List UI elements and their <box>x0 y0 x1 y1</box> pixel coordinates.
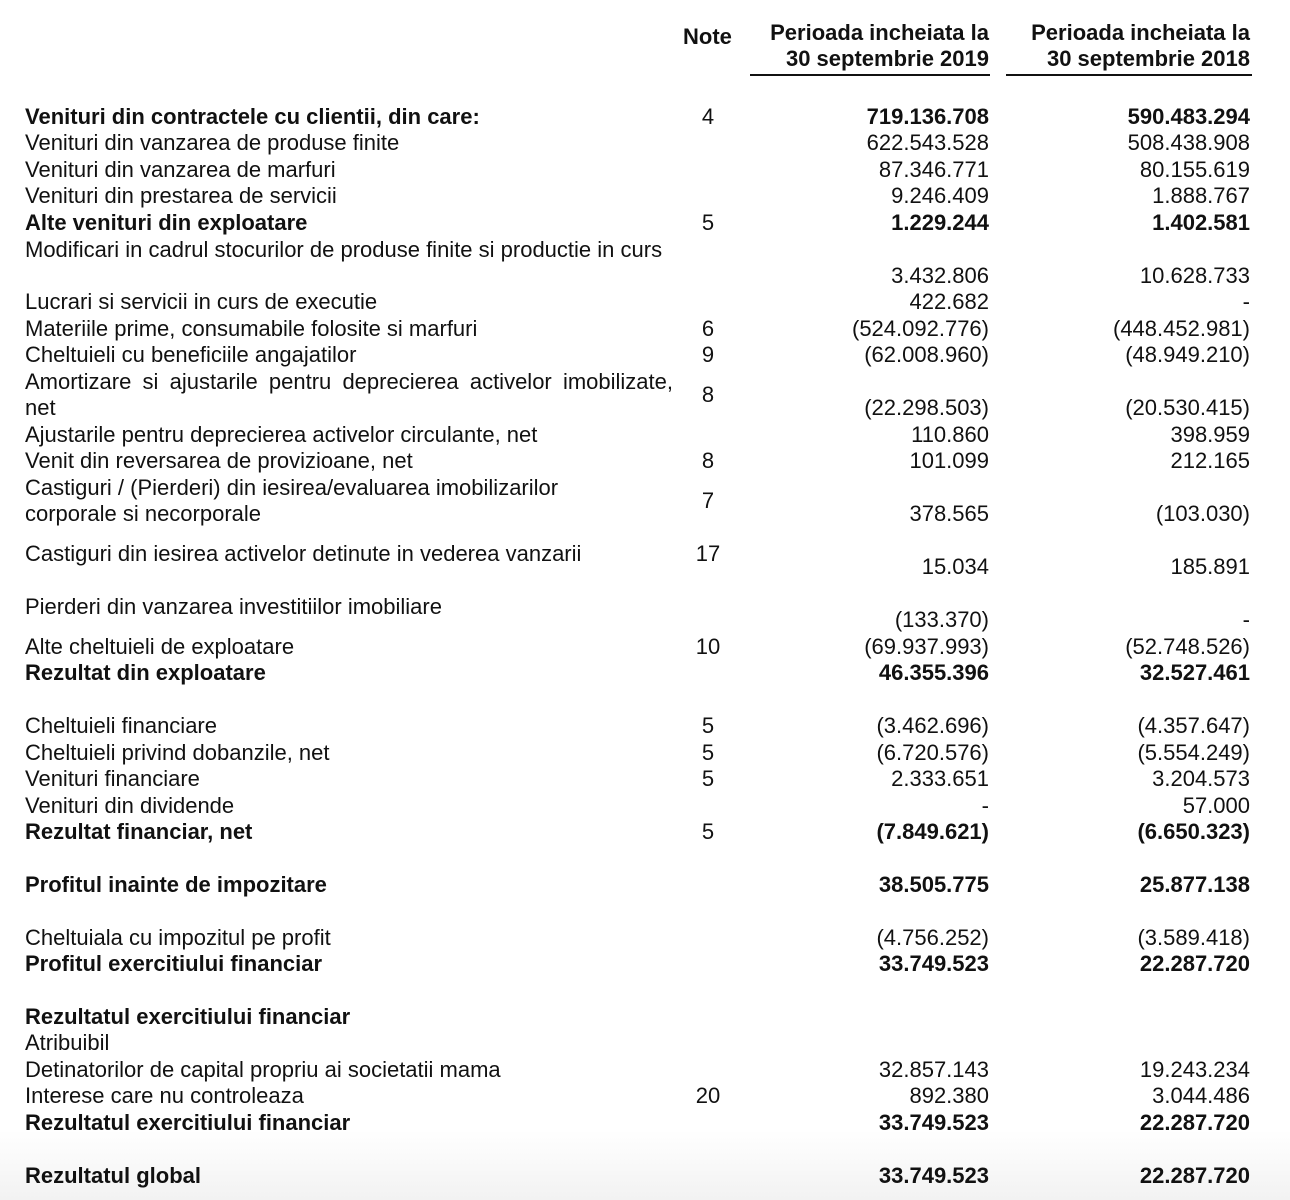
row-label: Rezultatul exercitiului financiar <box>25 1004 351 1029</box>
row-value-2019: 33.749.523 <box>878 1163 989 1188</box>
row-note: 5 <box>701 210 715 235</box>
row-note: 20 <box>695 1083 721 1108</box>
row-value-2019: (133.370) <box>894 607 989 632</box>
row-label: Ajustarile pentru deprecierea activelor circulante, net <box>25 422 538 447</box>
header-col-2019-line2: 30 septembrie 2019 <box>785 46 989 71</box>
row-value-2019: 3.432.806 <box>891 263 989 288</box>
row-value-2018: (448.452.981) <box>1113 316 1250 341</box>
row-label: Castiguri din iesirea activelor detinute in vederea vanzarii <box>25 541 582 566</box>
row-value-2019: 892.380 <box>909 1083 989 1108</box>
row-value-2019: 719.136.708 <box>866 104 989 129</box>
row-label: Rezultatul global <box>25 1163 201 1188</box>
header-note: Note <box>683 24 732 49</box>
row-label: Rezultat financiar, net <box>25 819 253 844</box>
row-value-2018: 25.877.138 <box>1139 872 1250 897</box>
row-label: Interese care nu controleaza <box>25 1083 304 1108</box>
row-value-2018: (20.530.415) <box>1125 395 1250 420</box>
row-label: Cheltuieli privind dobanzile, net <box>25 740 330 765</box>
row-label: Venituri din prestarea de servicii <box>25 183 337 208</box>
row-value-2019: 87.346.771 <box>878 157 989 182</box>
row-value-2018: 22.287.720 <box>1139 951 1250 976</box>
row-note: 9 <box>701 342 715 367</box>
row-value-2018: 398.959 <box>1170 422 1250 447</box>
row-note: 5 <box>701 819 715 844</box>
header-col-2018-line2: 30 septembrie 2018 <box>1046 46 1250 71</box>
row-value-2019: (3.462.696) <box>876 713 989 738</box>
header-col-2018-line1: Perioada incheiata la <box>1031 20 1250 45</box>
row-value-2019: - <box>981 793 989 818</box>
row-label: Alte cheltuieli de exploatare <box>25 634 295 659</box>
row-label: Cheltuiala cu impozitul pe profit <box>25 925 331 950</box>
row-label-line2: corporale si necorporale <box>25 501 262 526</box>
row-value-2019: 2.333.651 <box>891 766 989 791</box>
row-value-2019: 32.857.143 <box>878 1057 989 1082</box>
row-label: Materiile prime, consumabile folosite si marfuri <box>25 316 478 341</box>
row-note: 8 <box>701 448 715 473</box>
row-note: 17 <box>695 541 721 566</box>
row-note: 6 <box>701 316 715 341</box>
row-value-2019: (22.298.503) <box>864 395 989 420</box>
row-note: 7 <box>701 488 715 513</box>
row-value-2018: - <box>1242 289 1250 314</box>
row-value-2019: 110.860 <box>911 422 989 447</box>
row-value-2018: (5.554.249) <box>1137 740 1250 765</box>
row-note: 5 <box>701 766 715 791</box>
row-value-2019: 9.246.409 <box>891 183 989 208</box>
row-value-2018: 590.483.294 <box>1127 104 1250 129</box>
header-underline-2018 <box>1006 74 1252 76</box>
row-value-2018: 19.243.234 <box>1139 1057 1250 1082</box>
row-value-2019: 422.682 <box>909 289 989 314</box>
row-value-2018: 185.891 <box>1170 554 1250 579</box>
row-value-2018: 508.438.908 <box>1127 130 1250 155</box>
row-value-2018: 22.287.720 <box>1139 1163 1250 1188</box>
row-label: Rezultat din exploatare <box>25 660 266 685</box>
header-col-2019 <box>770 20 989 72</box>
row-value-2019: 1.229.244 <box>891 210 989 235</box>
row-value-2018: 22.287.720 <box>1139 1110 1250 1135</box>
row-label: Amortizare si ajustarile pentru deprecierea activelor imobilizate, net <box>25 369 673 420</box>
row-value-2019: (6.720.576) <box>876 740 989 765</box>
row-label: Venituri din vanzarea de produse finite <box>25 130 400 155</box>
row-note: 10 <box>695 634 721 659</box>
row-value-2018: 32.527.461 <box>1139 660 1250 685</box>
row-label: Rezultatul exercitiului financiar <box>25 1110 351 1135</box>
row-value-2018: 80.155.619 <box>1139 157 1250 182</box>
row-value-2019: 33.749.523 <box>878 951 989 976</box>
row-label: Atribuibil <box>25 1030 110 1055</box>
row-label-line1: Castiguri / (Pierderi) din iesirea/evaluarea imobilizarilor <box>25 475 559 500</box>
row-value-2019: 378.565 <box>909 501 989 526</box>
row-value-2018: 1.888.767 <box>1152 183 1250 208</box>
header-underline-2019 <box>750 74 990 76</box>
row-value-2019: 38.505.775 <box>878 872 989 897</box>
row-note: 5 <box>701 713 715 738</box>
row-label: Cheltuieli financiare <box>25 713 217 738</box>
row-value-2018: 10.628.733 <box>1139 263 1250 288</box>
header-col-2018 <box>1031 20 1250 72</box>
row-note: 8 <box>701 382 715 407</box>
row-value-2019: (4.756.252) <box>876 925 989 950</box>
row-value-2019: (7.849.621) <box>876 819 989 844</box>
row-label: Cheltuieli cu beneficiile angajatilor <box>25 342 357 367</box>
row-label: Profitul inainte de impozitare <box>25 872 327 897</box>
row-label: Venituri din contractele cu clientii, din care: <box>25 104 480 129</box>
row-value-2018: - <box>1242 607 1250 632</box>
row-value-2018: (48.949.210) <box>1125 342 1250 367</box>
row-value-2019: (524.092.776) <box>852 316 989 341</box>
row-note: 4 <box>701 104 715 129</box>
row-label: Venituri din dividende <box>25 793 235 818</box>
row-value-2019: 46.355.396 <box>878 660 989 685</box>
row-value-2018: (103.030) <box>1155 501 1250 526</box>
header-col-2019-line1: Perioada incheiata la <box>770 20 989 45</box>
row-label: Alte venituri din exploatare <box>25 210 308 235</box>
row-value-2018: (52.748.526) <box>1125 634 1250 659</box>
row-label: Venituri financiare <box>25 766 200 791</box>
row-value-2018: (3.589.418) <box>1137 925 1250 950</box>
row-value-2018: 1.402.581 <box>1152 210 1250 235</box>
row-value-2019: (62.008.960) <box>864 342 989 367</box>
row-value-2019: 101.099 <box>909 448 989 473</box>
row-value-2019: 622.543.528 <box>866 130 989 155</box>
row-label: Profitul exercitiului financiar <box>25 951 323 976</box>
row-value-2018: 212.165 <box>1170 448 1250 473</box>
row-value-2019: 15.034 <box>921 554 989 579</box>
row-value-2018: 3.044.486 <box>1152 1083 1250 1108</box>
row-label: Pierderi din vanzarea investitiilor imobiliare <box>25 594 442 619</box>
row-label: Venituri din vanzarea de marfuri <box>25 157 336 182</box>
row-value-2018: (4.357.647) <box>1137 713 1250 738</box>
row-value-2019: (69.937.993) <box>864 634 989 659</box>
row-label: Lucrari si servicii in curs de executie <box>25 289 378 314</box>
row-value-2018: 57.000 <box>1182 793 1250 818</box>
row-label: Modificari in cadrul stocurilor de produse finite si productie in curs <box>25 237 663 262</box>
row-label: Venit din reversarea de provizioane, net <box>25 448 413 473</box>
row-label: Detinatorilor de capital propriu ai societatii mama <box>25 1057 501 1082</box>
row-value-2019: 33.749.523 <box>878 1110 989 1135</box>
row-note: 5 <box>701 740 715 765</box>
row-value-2018: (6.650.323) <box>1137 819 1250 844</box>
row-value-2018: 3.204.573 <box>1152 766 1250 791</box>
